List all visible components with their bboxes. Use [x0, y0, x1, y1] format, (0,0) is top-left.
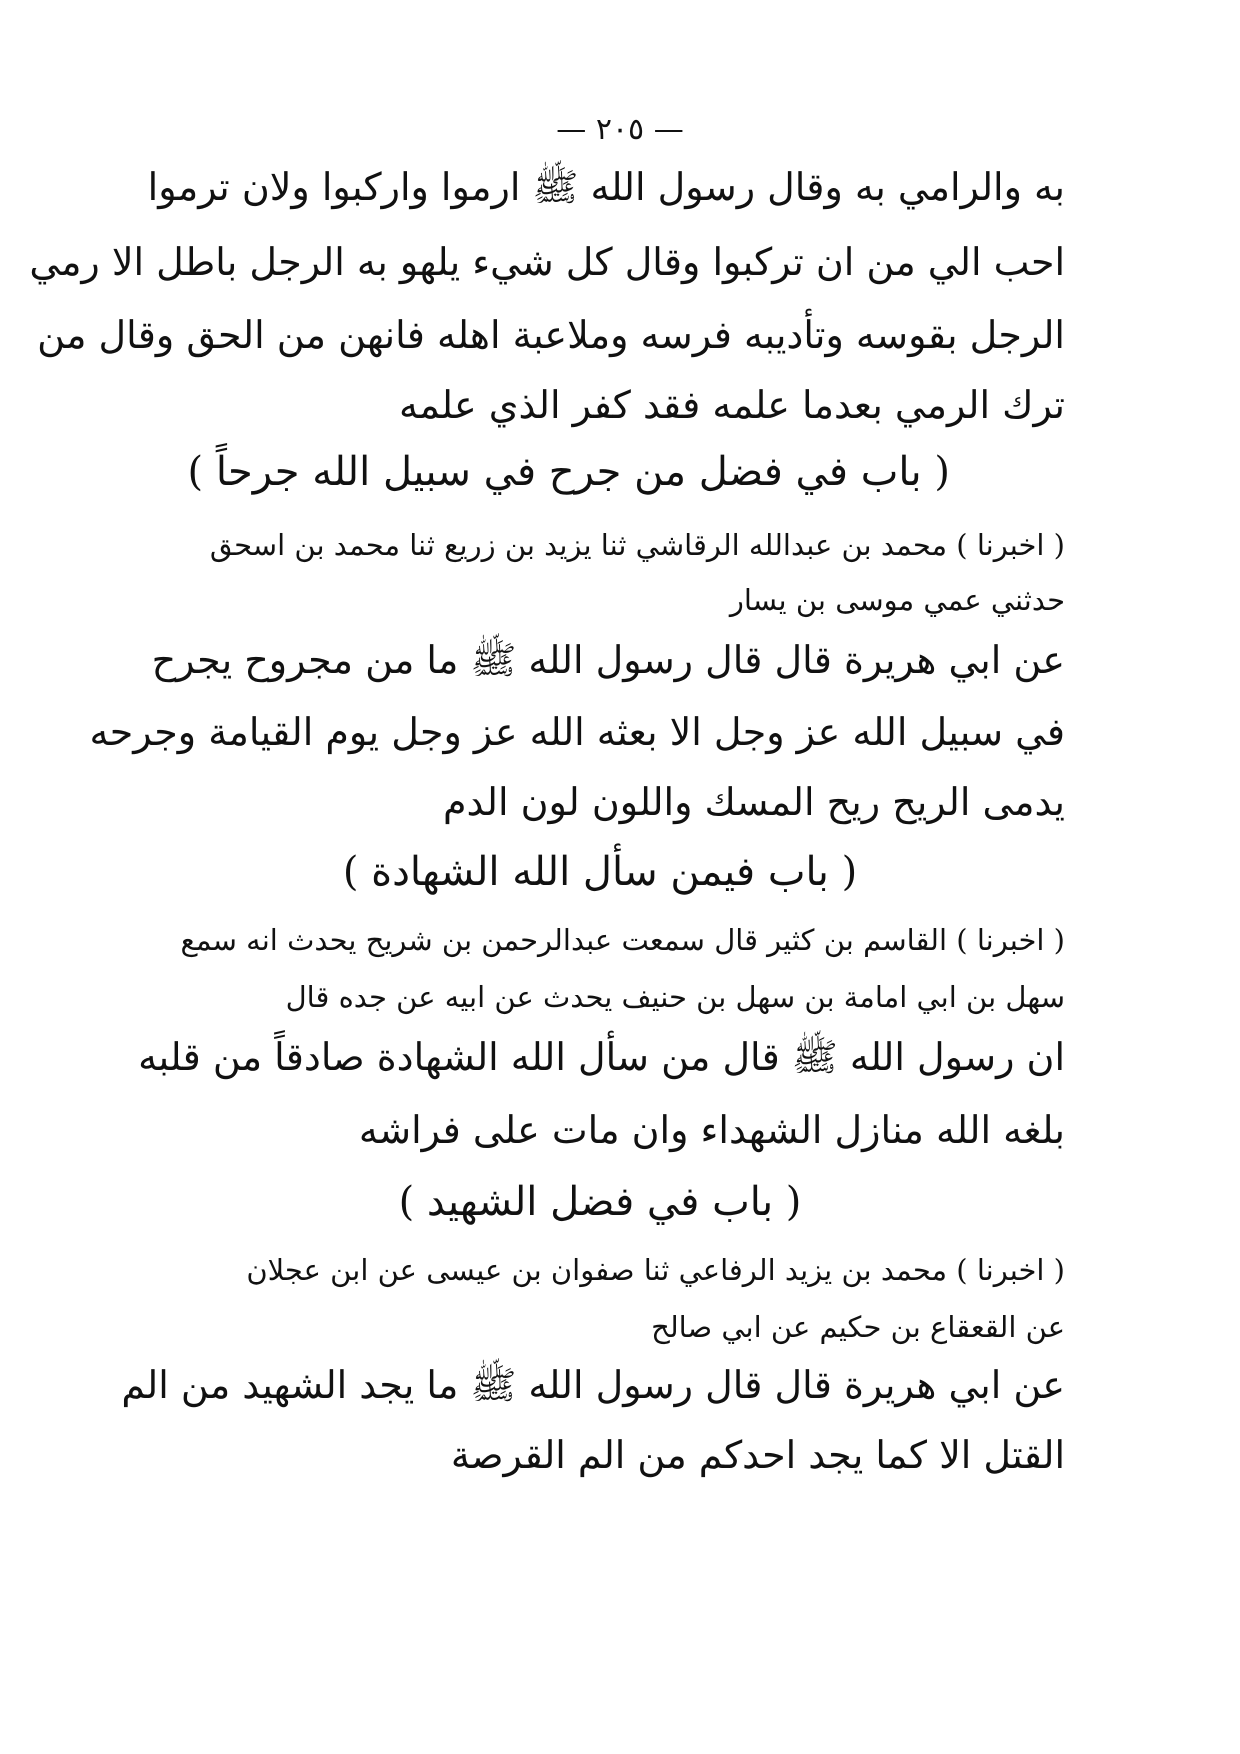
isnad-line: حدثني عمي موسى بن يسار — [729, 583, 1065, 617]
text-line: القتل الا كما يجد احدكم من الم القرصة — [450, 1433, 1065, 1477]
text-line: يدمى الريح ريح المسك واللون لون الدم — [442, 780, 1065, 824]
chapter-heading: ( باب في فضل من جرح في سبيل الله جرحاً ) — [187, 449, 950, 495]
text-line: به والرامي به وقال رسول الله ﷺ ارموا واركبوا ولان ترموا — [147, 165, 1065, 209]
isnad-line: سهل بن ابي امامة بن سهل بن حنيف يحدث عن ابيه عن جده قال — [285, 980, 1065, 1014]
text-line: الرجل بقوسه وتأديبه فرسه وملاعبة اهله فانهن من الحق وقال من — [37, 313, 1065, 357]
text-line: ان رسول الله ﷺ قال من سأل الله الشهادة صادقاً من قلبه — [138, 1035, 1065, 1079]
text-line: في سبيل الله عز وجل الا بعثه الله عز وجل يوم القيامة وجرحه — [89, 710, 1065, 754]
isnad-line: عن القعقاع بن حكيم عن ابي صالح — [651, 1310, 1065, 1344]
text-line: احب الي من ان تركبوا وقال كل شيء يلهو به الرجل باطل الا رمي — [29, 240, 1065, 284]
isnad-line: ( اخبرنا ) محمد بن عبدالله الرقاشي ثنا يزيد بن زريع ثنا محمد بن اسحق — [209, 528, 1065, 562]
text-line: ترك الرمي بعدما علمه فقد كفر الذي علمه — [399, 383, 1065, 427]
page-number: — ٢٠٥ — — [556, 112, 684, 147]
isnad-line: ( اخبرنا ) القاسم بن كثير قال سمعت عبدالرحمن بن شريح يحدث انه سمع — [180, 923, 1065, 957]
text-line: عن ابي هريرة قال قال رسول الله ﷺ ما من مجروح يجرح — [151, 638, 1065, 682]
text-line: عن ابي هريرة قال قال رسول الله ﷺ ما يجد الشهيد من الم — [121, 1363, 1065, 1407]
text-line: بلغه الله منازل الشهداء وان مات على فراشه — [358, 1108, 1065, 1152]
isnad-line: ( اخبرنا ) محمد بن يزيد الرفاعي ثنا صفوان بن عيسى عن ابن عجلان — [246, 1253, 1065, 1287]
chapter-heading: ( باب في فضل الشهيد ) — [398, 1179, 802, 1225]
chapter-heading: ( باب فيمن سأل الله الشهادة ) — [342, 849, 858, 895]
